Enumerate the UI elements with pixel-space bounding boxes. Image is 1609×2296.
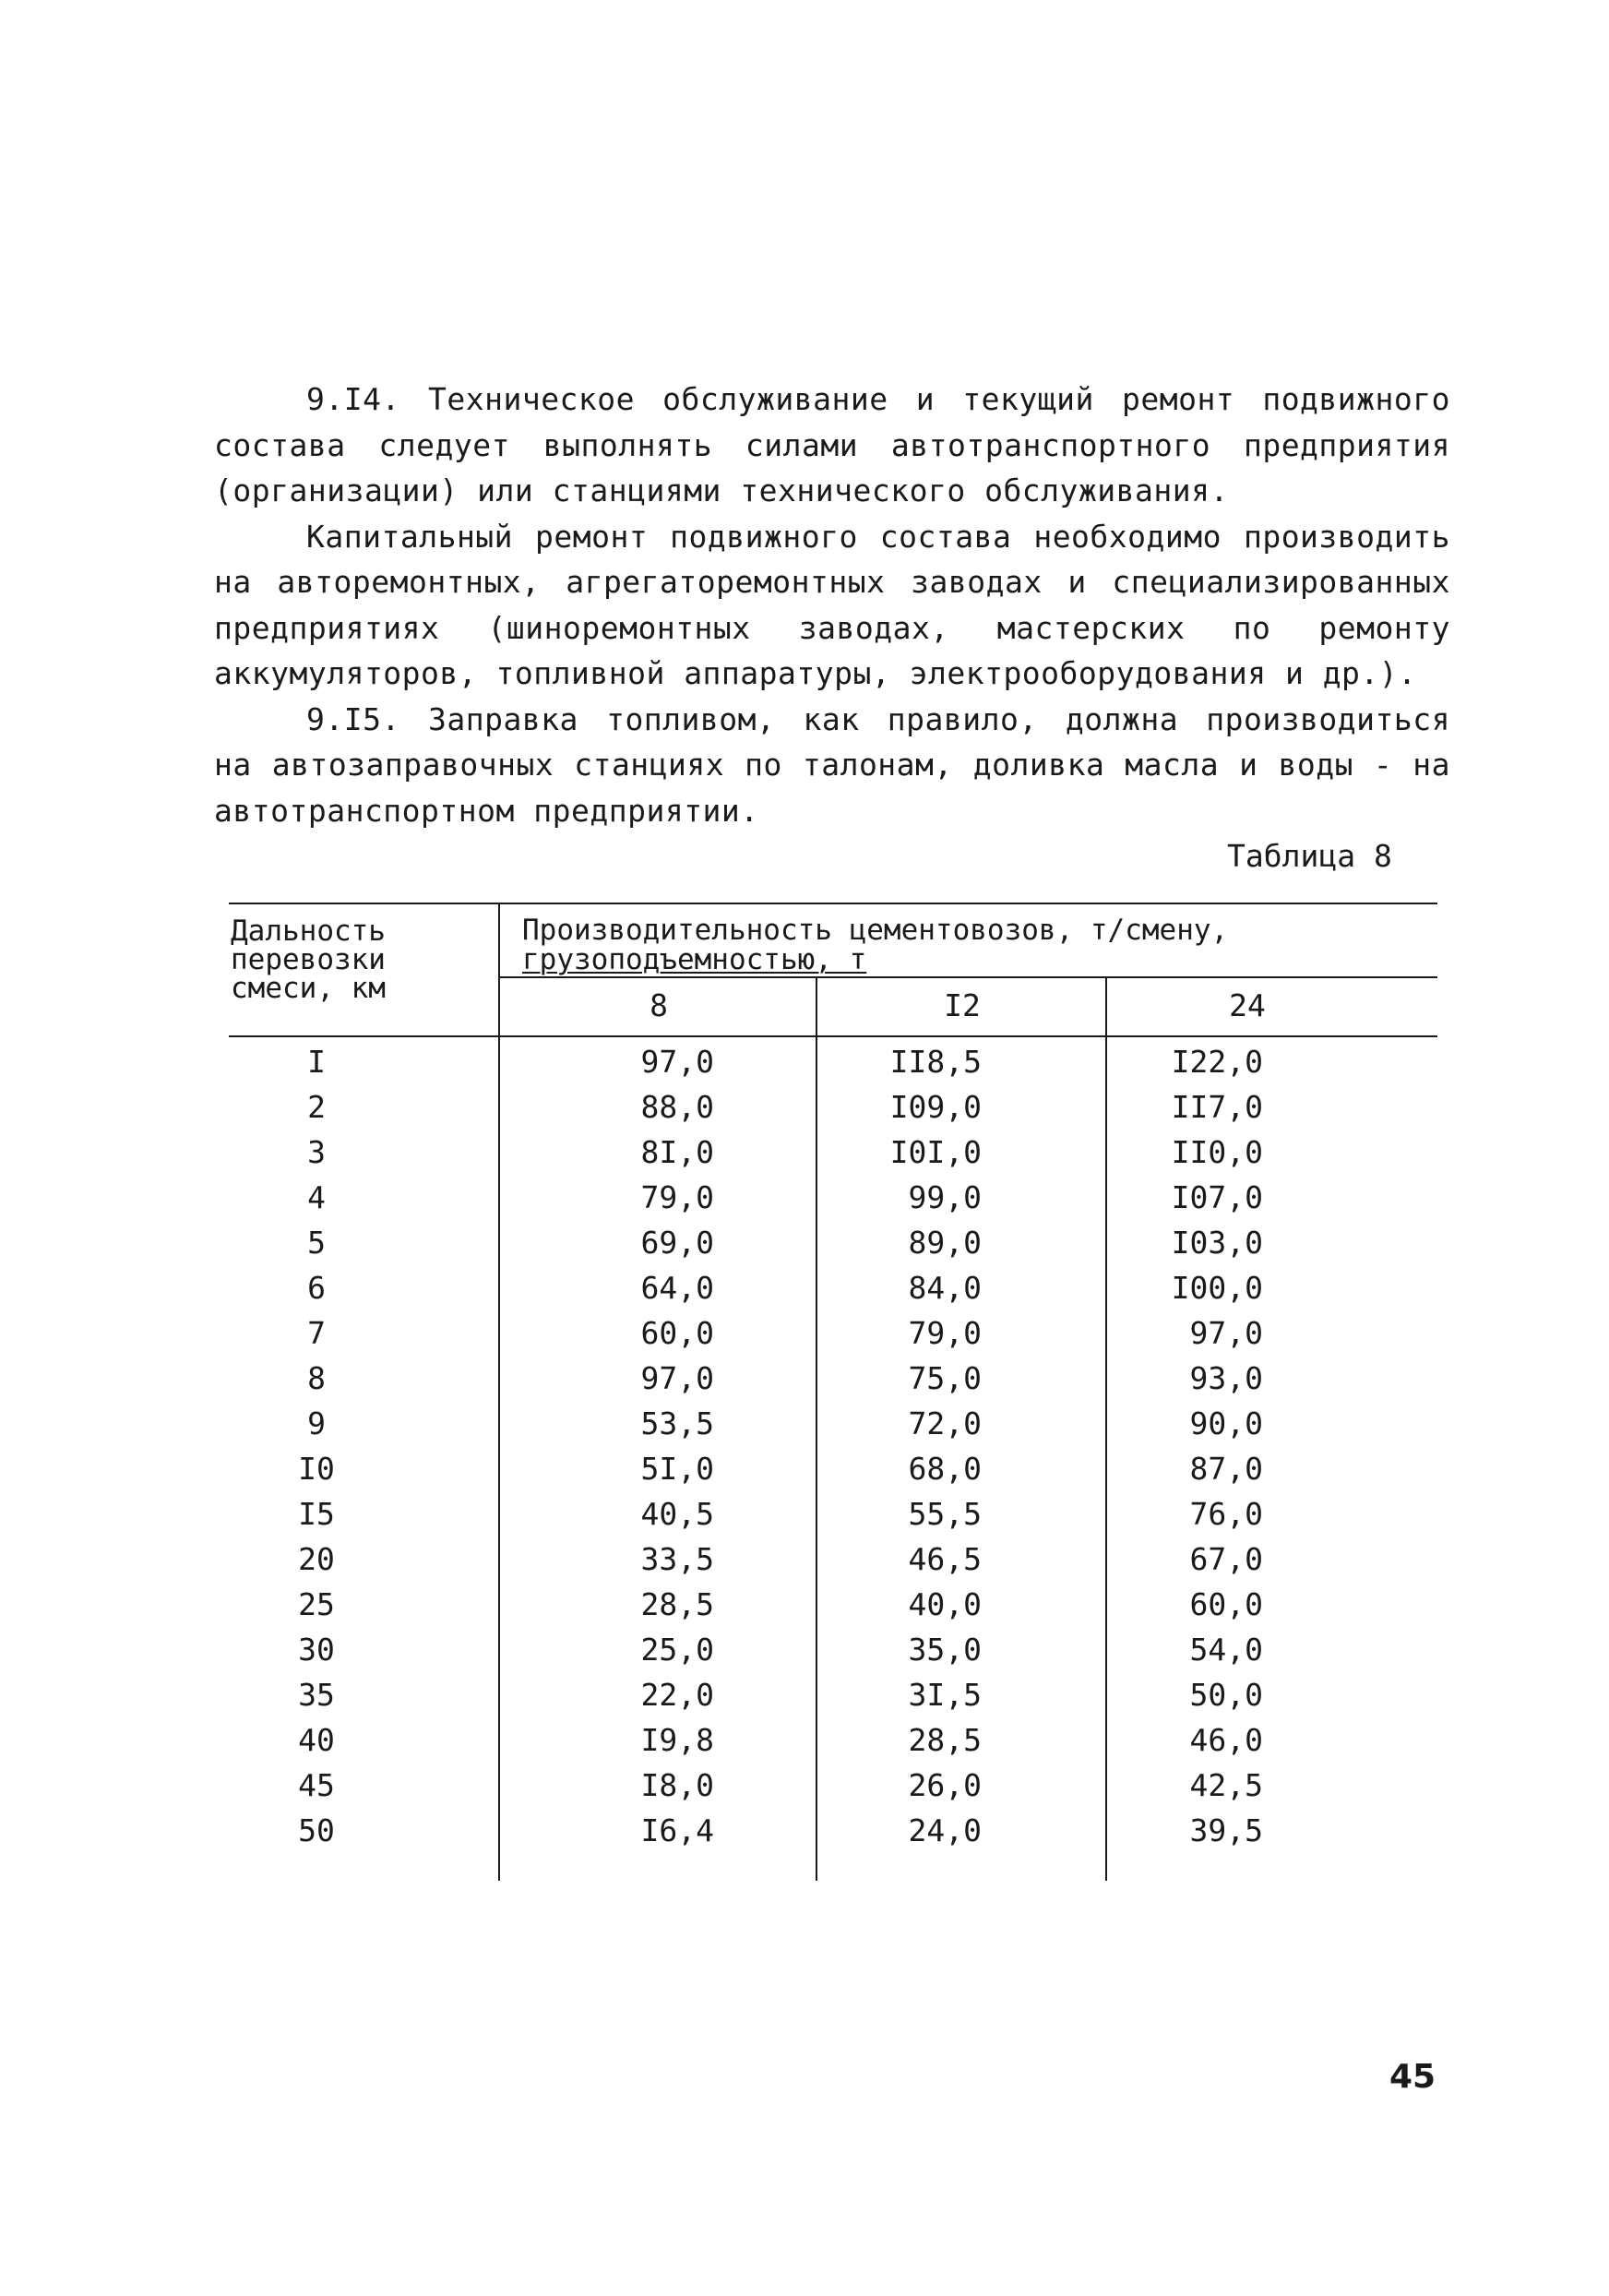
table-row: [229, 1717, 1437, 1763]
value-cell: 40,5: [640, 1496, 714, 1532]
header-productivity: [522, 915, 1408, 975]
value-cell: 79,0: [908, 1315, 982, 1351]
table-row: [229, 1627, 1437, 1672]
value-cell: 97,0: [1189, 1315, 1263, 1351]
table-row: [229, 1401, 1437, 1446]
value-cell: I09,0: [889, 1089, 982, 1125]
distance-cell: 6: [307, 1270, 326, 1306]
table-row: [229, 1130, 1437, 1175]
value-cell: 99,0: [908, 1179, 982, 1215]
value-cell: 90,0: [1189, 1405, 1263, 1441]
table-row: [229, 1446, 1437, 1491]
value-cell: 39,5: [1189, 1812, 1263, 1848]
value-cell: 72,0: [908, 1405, 982, 1441]
header-distance: Дальность перевозки смеси, км: [231, 915, 386, 1005]
paragraph-capital-repair: Капитальный ремонт подвижного состава необходимо производить на авторемонтных, агрегаторемонтных заводах и специализированных предприятиях (шиноремонтных заводах, мастерских по ремонту аккумуляторов, топливной аппаратуры, электрооборудования и др.).: [214, 518, 1450, 691]
value-cell: I07,0: [1171, 1179, 1263, 1215]
distance-cell: 30: [298, 1632, 335, 1668]
paragraph-9-15: 9.I5. Заправка топливом, как правило, должна производиться на автозаправочных станциях по талонам, доливка масла и воды - на автотранспортном предприятии.: [214, 700, 1450, 829]
value-cell: 60,0: [1189, 1586, 1263, 1622]
table-row: [229, 1582, 1437, 1627]
table-row: [229, 1537, 1437, 1582]
value-cell: 25,0: [640, 1632, 714, 1668]
value-cell: I22,0: [1171, 1044, 1263, 1080]
value-cell: II7,0: [1171, 1089, 1263, 1125]
value-cell: 64,0: [640, 1270, 714, 1306]
value-cell: 46,0: [1189, 1722, 1263, 1758]
table-row: [229, 1356, 1437, 1401]
value-cell: 67,0: [1189, 1541, 1263, 1577]
table-row: [229, 1672, 1437, 1717]
distance-cell: 50: [298, 1812, 335, 1848]
distance-cell: 9: [307, 1405, 326, 1441]
value-cell: 24,0: [908, 1812, 982, 1848]
value-cell: 97,0: [640, 1360, 714, 1396]
value-cell: 79,0: [640, 1179, 714, 1215]
table-caption: Таблица 8: [1227, 838, 1392, 874]
header-col-24: 24: [1229, 987, 1266, 1023]
distance-cell: 5: [307, 1225, 326, 1261]
header-productivity-line1: Производительность цементовозов, т/смену,: [522, 914, 1229, 947]
distance-cell: 3: [307, 1134, 326, 1170]
table-row: [229, 1084, 1437, 1130]
distance-cell: I5: [298, 1496, 335, 1532]
value-cell: II8,5: [889, 1044, 982, 1080]
table-row: [229, 1265, 1437, 1310]
value-cell: 28,5: [908, 1722, 982, 1758]
distance-cell: 8: [307, 1360, 326, 1396]
value-cell: 35,0: [908, 1632, 982, 1668]
value-cell: 60,0: [640, 1315, 714, 1351]
paragraph-9-14: 9.I4. Техническое обслуживание и текущий ремонт подвижного состава следует выполнять силами автотранспортного предприятия (организации) или станциями технического обслуживания.: [214, 381, 1450, 508]
table-row: [229, 1491, 1437, 1537]
value-cell: 5I,0: [640, 1451, 714, 1487]
distance-cell: 45: [298, 1767, 335, 1803]
distance-cell: 4: [307, 1179, 326, 1215]
table-row: [229, 1175, 1437, 1220]
value-cell: I03,0: [1171, 1225, 1263, 1261]
header-sub-rule: [500, 976, 1437, 978]
value-cell: 89,0: [908, 1225, 982, 1261]
value-cell: 75,0: [908, 1360, 982, 1396]
value-cell: 69,0: [640, 1225, 714, 1261]
value-cell: 53,5: [640, 1405, 714, 1441]
table-row: [229, 1220, 1437, 1265]
value-cell: 93,0: [1189, 1360, 1263, 1396]
value-cell: 46,5: [908, 1541, 982, 1577]
value-cell: II0,0: [1171, 1134, 1263, 1170]
value-cell: 84,0: [908, 1270, 982, 1306]
distance-cell: I: [307, 1044, 326, 1080]
value-cell: 3I,5: [908, 1677, 982, 1713]
header-productivity-line2: грузоподъемностью, т: [522, 943, 867, 976]
value-cell: 42,5: [1189, 1767, 1263, 1803]
body-text: [214, 377, 1450, 833]
value-cell: 40,0: [908, 1586, 982, 1622]
value-cell: 97,0: [640, 1044, 714, 1080]
value-cell: I0I,0: [889, 1134, 982, 1170]
value-cell: 33,5: [640, 1541, 714, 1577]
page-number: 45: [1389, 2058, 1436, 2096]
header-col-12: I2: [944, 987, 981, 1023]
value-cell: I9,8: [640, 1722, 714, 1758]
value-cell: 28,5: [640, 1586, 714, 1622]
value-cell: 88,0: [640, 1089, 714, 1125]
table-row: [229, 1763, 1437, 1808]
value-cell: 8I,0: [640, 1134, 714, 1170]
table-row: [229, 1808, 1437, 1853]
value-cell: I6,4: [640, 1812, 714, 1848]
table-row: [229, 1310, 1437, 1356]
distance-cell: 35: [298, 1677, 335, 1713]
table-top-rule: [229, 903, 1437, 904]
value-cell: 68,0: [908, 1451, 982, 1487]
value-cell: 55,5: [908, 1496, 982, 1532]
value-cell: 54,0: [1189, 1632, 1263, 1668]
table-row: [229, 1039, 1437, 1084]
distance-cell: 40: [298, 1722, 335, 1758]
header-col-8: 8: [650, 987, 668, 1023]
value-cell: 22,0: [640, 1677, 714, 1713]
table-body: [229, 1039, 1437, 1853]
distance-cell: 7: [307, 1315, 326, 1351]
value-cell: 26,0: [908, 1767, 982, 1803]
header-bottom-rule: [229, 1035, 1437, 1037]
value-cell: 87,0: [1189, 1451, 1263, 1487]
value-cell: I00,0: [1171, 1270, 1263, 1306]
distance-cell: I0: [298, 1451, 335, 1487]
distance-cell: 25: [298, 1586, 335, 1622]
value-cell: I8,0: [640, 1767, 714, 1803]
distance-cell: 20: [298, 1541, 335, 1577]
distance-cell: 2: [307, 1089, 326, 1125]
value-cell: 50,0: [1189, 1677, 1263, 1713]
value-cell: 76,0: [1189, 1496, 1263, 1532]
